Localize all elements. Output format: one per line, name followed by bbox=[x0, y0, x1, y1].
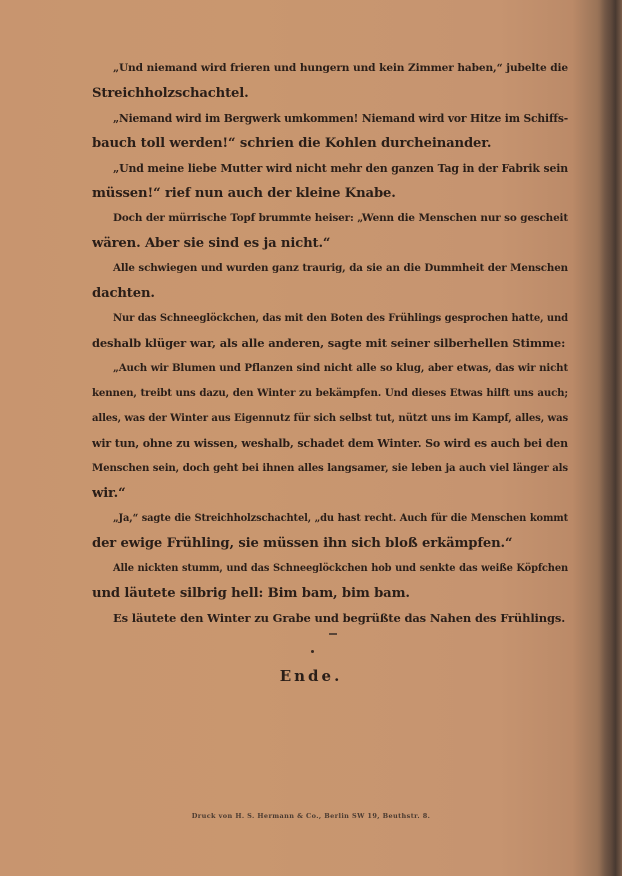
text-line: „Und niemand wird frieren und hungern und kein Zimmer haben,“ jubelte die bbox=[113, 62, 568, 74]
paragraph bbox=[92, 206, 568, 256]
text-line: „Niemand wird im Bergwerk umkommen! Niemand wird vor Hitze im Schiffs- bbox=[113, 112, 568, 125]
text-line: „Ja,“ sagte die Streichholzschachtel, „du hast recht. Auch für die Menschen kommt bbox=[113, 513, 568, 524]
text-line: wären. Aber sie sind es ja nicht.“ bbox=[92, 236, 331, 251]
text-line: „Auch wir Blumen und Pflanzen sind nicht alle so klug, aber etwas, das wir nicht bbox=[113, 362, 568, 374]
text-line: wir.“ bbox=[92, 486, 126, 501]
text-line: alles, was der Winter aus Eigennutz für sich selbst tut, nützt uns im Kampf, alles, was bbox=[92, 413, 568, 424]
text-line: wir tun, ohne zu wissen, weshalb, schadet dem Winter. So wird es auch bei den bbox=[92, 437, 568, 450]
paragraph bbox=[92, 156, 568, 206]
text-line: deshalb klüger war, als alle anderen, sagte mit seiner silberhellen Stimme: bbox=[92, 336, 566, 350]
paragraph bbox=[92, 56, 568, 106]
text-line: Alle nickten stumm, und das Schneeglöckchen hob und senkte das weiße Köpfchen bbox=[113, 563, 568, 574]
text-line: Streichholzschachtel. bbox=[92, 86, 249, 101]
text-line: bauch toll werden!“ schrien die Kohlen durcheinander. bbox=[92, 136, 492, 151]
story-text bbox=[92, 56, 568, 631]
paragraph bbox=[92, 306, 568, 356]
text-line: Menschen sein, doch geht bei ihnen alles langsamer, sie leben ja auch viel länger als bbox=[92, 462, 568, 474]
text-line: Es läutete den Winter zu Grabe und begrüßte das Nahen des Frühlings. bbox=[113, 611, 566, 625]
text-line: und läutete silbrig hell: Bim bam, bim bam. bbox=[92, 586, 410, 601]
decorative-dash bbox=[329, 633, 337, 635]
text-line: Alle schwiegen und wurden ganz traurig, da sie an die Dummheit der Menschen bbox=[113, 262, 568, 274]
text-line: Doch der mürrische Topf brummte heiser: „Wenn die Menschen nur so gescheit bbox=[113, 212, 568, 224]
text-line: der ewige Frühling, sie müssen ihn sich bloß erkämpfen.“ bbox=[92, 536, 513, 551]
page-spine-shadow bbox=[600, 0, 622, 876]
paragraph bbox=[92, 106, 568, 156]
printer-imprint: Druck von H. S. Hermann & Co., Berlin SW 19, Beuthstr. 8. bbox=[191, 812, 431, 820]
text-line: kennen, treibt uns dazu, den Winter zu bekämpfen. Und dieses Etwas hilft uns auch; bbox=[92, 387, 568, 399]
text-line: Nur das Schneeglöckchen, das mit den Boten des Frühlings gesprochen hatte, und bbox=[113, 313, 568, 324]
paragraph bbox=[92, 556, 568, 606]
text-line: müssen!“ rief nun auch der kleine Knabe. bbox=[92, 186, 396, 201]
text-line: „Und meine liebe Mutter wird nicht mehr den ganzen Tag in der Fabrik sein bbox=[113, 162, 568, 175]
text-line: dachten. bbox=[92, 286, 155, 301]
paragraph bbox=[92, 606, 568, 631]
decorative-dot bbox=[311, 650, 314, 653]
paragraph bbox=[92, 256, 568, 306]
paragraph bbox=[92, 506, 568, 556]
ende-heading: Ende. bbox=[279, 667, 343, 685]
paragraph bbox=[92, 356, 568, 506]
